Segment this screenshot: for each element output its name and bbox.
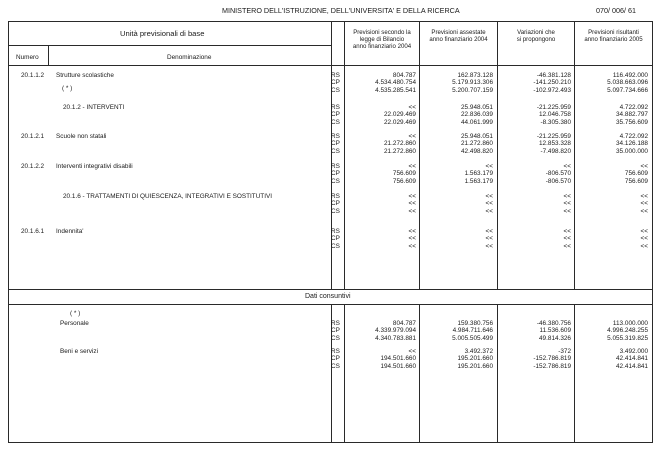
row-code: RS [331,193,340,200]
upb-title: Unità previsionali di base [120,29,205,38]
row-code: CS [331,147,340,155]
row-code: CP [331,111,340,119]
row-c3-value: -806.570 [545,177,571,185]
row-c2-value: 5.005.505.499 [452,334,493,342]
row-code: CP [331,355,340,363]
row-c2-value: 21.272.860 [461,140,493,148]
row-c4-value: << [640,200,648,208]
row-code: RS [331,320,340,327]
row-c3-value: << [563,207,571,215]
row-c2-value: << [485,193,493,200]
row-c3-value: -141.250.210 [533,79,571,87]
row-code: RS [331,72,340,79]
row-c1-value: 4.534.480.754 [375,79,416,87]
row-code: CP [331,140,340,148]
row-c4-value: 42.414.841 [616,355,648,363]
row-c1-value: 756.609 [392,170,416,178]
row-c3-value: << [563,235,571,243]
col2-header: Previsioni assestate anno finanziario 2004 [429,29,488,43]
denominazione-header: Denominazione [167,54,212,61]
row-c2-value: << [485,207,493,215]
row-code: CS [331,242,340,250]
row-c1-value: 21.272.860 [384,147,416,155]
row-c4-value: 4.722.092 [619,133,648,140]
row-c1-value: << [408,193,416,200]
row-c2-value: << [485,228,493,235]
row-c1-value: 194.501.660 [380,355,416,363]
row-label: Indennita' [56,228,84,235]
row-c3-value: -21.225.959 [536,104,571,111]
row-c2-value: 195.201.660 [457,355,493,363]
row-c4-value: << [640,235,648,243]
row-c4-value: << [640,163,648,170]
row-c2-value: 159.380.756 [457,320,493,327]
row-c2-value: << [485,235,493,243]
row-c4-value: << [640,207,648,215]
row-c4-value: 34.882.797 [616,111,648,119]
row-label: Beni e servizi [60,348,99,355]
row-label: 20.1.6 - TRATTAMENTI DI QUIESCENZA, INTEGRATIVI E SOSTITUTIVI [63,193,273,200]
row-c2-value: 44.061.999 [461,118,493,126]
row-code: CS [331,334,340,342]
row-code: RS [331,228,340,235]
row-label: 20.1.2 - INTERVENTI [63,104,125,111]
row-c3-value: << [563,242,571,250]
row-c2-value: 42.498.820 [461,147,493,155]
row-c1-value: 4.340.783.881 [375,334,416,342]
row-c2-value: << [485,163,493,170]
table-right-border [652,21,653,442]
row-c2-value: 5.200.707.159 [452,86,493,94]
row-code: CP [331,79,340,87]
row-c1-value: 4.339.979.094 [375,327,416,335]
row-c2-value: << [485,242,493,250]
row-c4-value: 35.756.609 [616,118,648,126]
row-c1-value: 22.029.469 [384,111,416,119]
row-c2-value: 1.563.179 [464,170,493,178]
row-code: CS [331,177,340,185]
row-c4-value: 35.000.000 [616,147,648,155]
row-code: CS [331,86,340,94]
row-c3-value: -21.225.959 [536,133,571,140]
row-c1-value: << [408,242,416,250]
row-c4-value: << [640,228,648,235]
row-c1-value: 4.535.285.541 [375,86,416,94]
row-label: Personale [60,320,89,327]
row-c1-value: 804.787 [392,320,416,327]
row-code: CP [331,170,340,178]
row-code: CP [331,235,340,243]
row-c3-value: << [563,200,571,208]
row-code: CP [331,327,340,335]
row-c4-value: 5.055.319.825 [607,334,648,342]
row-c3-value: << [563,193,571,200]
row-c1-value: << [408,235,416,243]
header-mid-line [8,45,331,46]
row-c3-value: -152.786.819 [533,355,571,363]
row-c2-value: 22.836.039 [461,111,493,119]
col1-header: Previsioni secondo la legge di Bilancio anno finanziario 2004 [352,29,412,50]
row-c3-value: -372 [558,348,571,355]
row-label: Scuole non statali [56,133,107,140]
row-c4-value: 4.996.248.255 [607,327,648,335]
row-c4-value: << [640,193,648,200]
consuntivi-title: Dati consuntivi [305,293,351,300]
row-c4-value: 756.609 [624,170,648,178]
table-left-border [8,21,9,442]
row-c1-value: << [408,228,416,235]
row-code: RS [331,104,340,111]
row-c1-value: 194.501.660 [380,362,416,370]
numero-col-divider [48,45,49,65]
row-c4-value: 5.097.734.666 [607,86,648,94]
row-code: CP [331,200,340,208]
ministry-title: MINISTERO DELL'ISTRUZIONE, DELL'UNIVERSITA' E DELLA RICERCA [222,6,460,15]
row-c4-value: 34.126.188 [616,140,648,148]
row-code: RS [331,348,340,355]
col3-header: Variazioni che si propongono [516,29,556,43]
row-c3-value: 12.853.328 [539,140,571,148]
row-label: Interventi integrativi disabili [56,163,133,170]
row-code: CS [331,362,340,370]
table-bottom-border [8,442,653,443]
row-c3-value: << [563,163,571,170]
consuntivi-top-line [8,289,653,290]
row-c1-value: 22.029.469 [384,118,416,126]
row-c1-value: << [408,133,416,140]
row-c4-value: 113.000.000 [612,320,648,327]
row-note: ( * ) [62,85,73,92]
row-c1-value: << [408,104,416,111]
row-c3-value: -46.380.756 [536,320,571,327]
row-c3-value: -102.972.493 [533,86,571,94]
row-c3-value: -46.381.128 [536,72,571,79]
row-c3-value: -152.786.819 [533,362,571,370]
row-c1-value: << [408,207,416,215]
row-c1-value: 804.787 [392,72,416,79]
row-c3-value: 49.814.326 [539,334,571,342]
row-c2-value: 5.179.913.306 [452,79,493,87]
row-c4-value: 116.492.000 [612,72,648,79]
row-c3-value: 11.536.609 [539,327,571,335]
row-code: RS [331,133,340,140]
row-c2-value: 3.492.372 [464,348,493,355]
row-c1-value: << [408,163,416,170]
page-reference: 070/ 006/ 61 [596,6,636,15]
row-c2-value: << [485,200,493,208]
row-numero: 20.1.1.2 [21,72,45,79]
row-c2-value: 25.948.051 [461,104,493,111]
row-c4-value: 3.492.000 [619,348,648,355]
row-c4-value: << [640,242,648,250]
row-c1-value: << [408,348,416,355]
row-c4-value: 4.722.092 [619,104,648,111]
numero-header: Numero [16,54,39,61]
row-code: CS [331,207,340,215]
row-c2-value: 1.563.179 [464,177,493,185]
row-label: Strutture scolastiche [56,72,114,79]
row-code: CS [331,118,340,126]
consuntivi-note: ( * ) [70,310,81,317]
row-c4-value: 42.414.841 [616,362,648,370]
row-numero: 20.1.2.1 [21,133,45,140]
row-c1-value: 756.609 [392,177,416,185]
row-numero: 20.1.2.2 [21,163,45,170]
row-c3-value: -7.498.820 [540,147,571,155]
row-c2-value: 162.873.128 [457,72,493,79]
row-c1-value: << [408,200,416,208]
row-c4-value: 756.609 [624,177,648,185]
row-c3-value: -8.305.380 [540,118,571,126]
row-numero: 20.1.6.1 [21,228,45,235]
row-c3-value: 12.046.758 [539,111,571,119]
row-c3-value: -806.570 [545,170,571,178]
row-c2-value: 25.948.051 [461,133,493,140]
row-c2-value: 4.984.711.646 [452,327,493,335]
row-c4-value: 5.038.663.096 [607,79,648,87]
col4-header: Previsioni risultanti anno finanziario 2005 [584,29,643,43]
row-c2-value: 195.201.660 [457,362,493,370]
row-c3-value: << [563,228,571,235]
row-c1-value: 21.272.860 [384,140,416,148]
row-code: RS [331,163,340,170]
